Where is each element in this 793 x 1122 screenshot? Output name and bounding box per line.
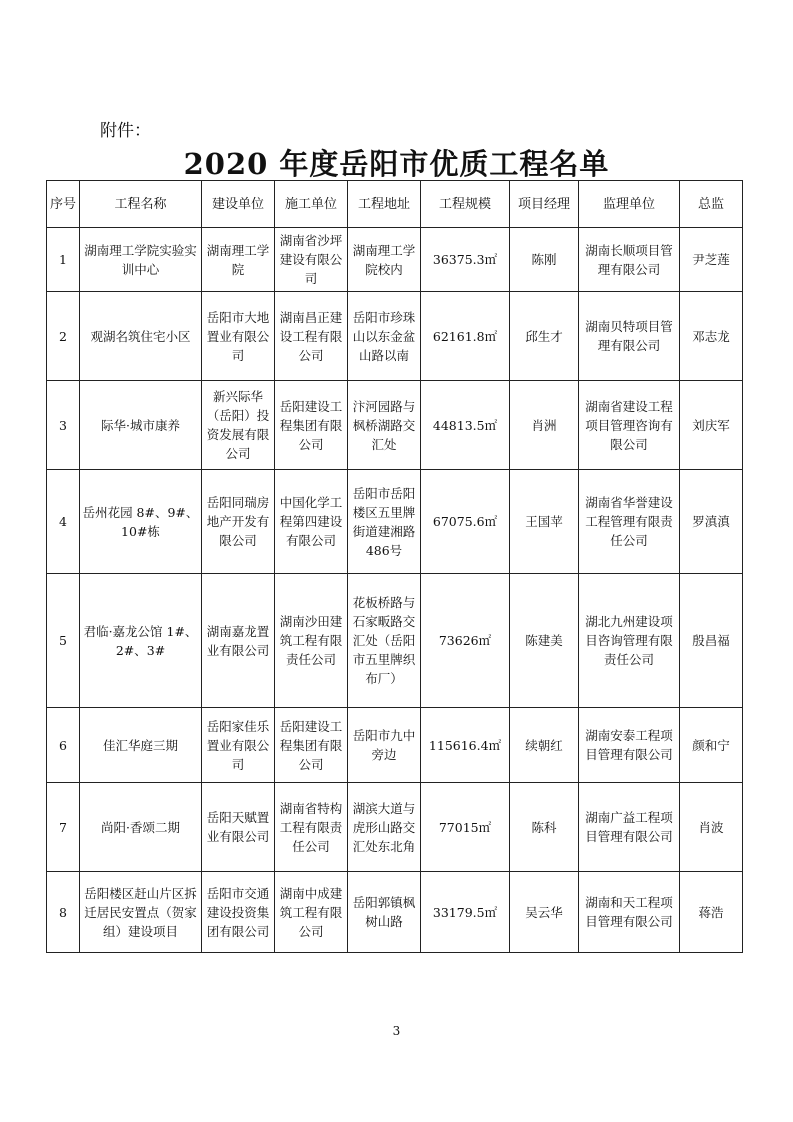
cell-developer: 岳阳同瑞房地产开发有限公司 bbox=[202, 470, 275, 574]
header-manager: 项目经理 bbox=[510, 181, 579, 228]
cell-chief-supervisor: 蒋浩 bbox=[680, 872, 743, 953]
cell-index: 7 bbox=[47, 783, 80, 872]
cell-index: 2 bbox=[47, 292, 80, 381]
cell-contractor: 湖南省沙坪建设有限公司 bbox=[275, 228, 348, 292]
cell-developer: 岳阳市交通建设投资集团有限公司 bbox=[202, 872, 275, 953]
cell-address: 湖滨大道与虎形山路交汇处东北角 bbox=[348, 783, 421, 872]
cell-scale: 33179.5㎡ bbox=[421, 872, 510, 953]
cell-chief-supervisor: 肖波 bbox=[680, 783, 743, 872]
cell-manager: 陈刚 bbox=[510, 228, 579, 292]
cell-scale: 77015㎡ bbox=[421, 783, 510, 872]
cell-scale: 62161.8㎡ bbox=[421, 292, 510, 381]
cell-manager: 肖洲 bbox=[510, 381, 579, 470]
cell-address: 岳阳市岳阳楼区五里牌街道建湘路486号 bbox=[348, 470, 421, 574]
quality-project-table bbox=[46, 180, 743, 953]
cell-contractor: 岳阳建设工程集团有限公司 bbox=[275, 381, 348, 470]
cell-supervisor-unit: 湖南长顺项目管理有限公司 bbox=[579, 228, 680, 292]
cell-developer: 湖南理工学院 bbox=[202, 228, 275, 292]
cell-developer: 岳阳家佳乐置业有限公司 bbox=[202, 708, 275, 783]
cell-contractor: 湖南沙田建筑工程有限责任公司 bbox=[275, 574, 348, 708]
table-row bbox=[47, 872, 743, 953]
cell-supervisor-unit: 湖南贝特项目管理有限公司 bbox=[579, 292, 680, 381]
table-row bbox=[47, 783, 743, 872]
cell-developer: 新兴际华（岳阳）投资发展有限公司 bbox=[202, 381, 275, 470]
cell-project-name: 君临·嘉龙公馆 1#、2#、3# bbox=[80, 574, 202, 708]
cell-chief-supervisor: 罗滇滇 bbox=[680, 470, 743, 574]
cell-contractor: 岳阳建设工程集团有限公司 bbox=[275, 708, 348, 783]
table-header-row bbox=[47, 181, 743, 228]
cell-index: 4 bbox=[47, 470, 80, 574]
cell-manager: 邱生才 bbox=[510, 292, 579, 381]
cell-project-name: 观湖名筑住宅小区 bbox=[80, 292, 202, 381]
header-project-name: 工程名称 bbox=[80, 181, 202, 228]
header-scale: 工程规模 bbox=[421, 181, 510, 228]
cell-address: 岳阳郭镇枫树山路 bbox=[348, 872, 421, 953]
page-number: 3 bbox=[392, 1024, 401, 1038]
cell-project-name: 尚阳·香颂二期 bbox=[80, 783, 202, 872]
header-address: 工程地址 bbox=[348, 181, 421, 228]
cell-supervisor-unit: 湖南安泰工程项目管理有限公司 bbox=[579, 708, 680, 783]
cell-scale: 36375.3㎡ bbox=[421, 228, 510, 292]
cell-supervisor-unit: 湖南省建设工程项目管理咨询有限公司 bbox=[579, 381, 680, 470]
header-chief-supervisor: 总监 bbox=[680, 181, 743, 228]
cell-developer: 岳阳市大地置业有限公司 bbox=[202, 292, 275, 381]
cell-address: 岳阳市珍珠山以东金盆山路以南 bbox=[348, 292, 421, 381]
table-row bbox=[47, 470, 743, 574]
cell-project-name: 佳汇华庭三期 bbox=[80, 708, 202, 783]
cell-manager: 吴云华 bbox=[510, 872, 579, 953]
table-row bbox=[47, 292, 743, 381]
table-row bbox=[47, 381, 743, 470]
cell-supervisor-unit: 湖南广益工程项目管理有限公司 bbox=[579, 783, 680, 872]
cell-scale: 67075.6㎡ bbox=[421, 470, 510, 574]
page-title: 2020 年度岳阳市优质工程名单 bbox=[183, 147, 610, 181]
cell-index: 3 bbox=[47, 381, 80, 470]
header-developer: 建设单位 bbox=[202, 181, 275, 228]
cell-chief-supervisor: 颜和宁 bbox=[680, 708, 743, 783]
cell-index: 5 bbox=[47, 574, 80, 708]
table-row bbox=[47, 708, 743, 783]
header-index: 序号 bbox=[47, 181, 80, 228]
cell-chief-supervisor: 邓志龙 bbox=[680, 292, 743, 381]
cell-developer: 湖南嘉龙置业有限公司 bbox=[202, 574, 275, 708]
cell-contractor: 中国化学工程第四建设有限公司 bbox=[275, 470, 348, 574]
cell-contractor: 湖南昌正建设工程有限公司 bbox=[275, 292, 348, 381]
header-contractor: 施工单位 bbox=[275, 181, 348, 228]
cell-index: 1 bbox=[47, 228, 80, 292]
cell-chief-supervisor: 尹芝莲 bbox=[680, 228, 743, 292]
cell-index: 6 bbox=[47, 708, 80, 783]
cell-scale: 115616.4㎡ bbox=[421, 708, 510, 783]
cell-scale: 73626㎡ bbox=[421, 574, 510, 708]
cell-address: 花板桥路与石家畈路交汇处（岳阳市五里牌织布厂） bbox=[348, 574, 421, 708]
cell-address: 汴河园路与枫桥湖路交汇处 bbox=[348, 381, 421, 470]
cell-developer: 岳阳天赋置业有限公司 bbox=[202, 783, 275, 872]
cell-address: 湖南理工学院校内 bbox=[348, 228, 421, 292]
cell-address: 岳阳市九中旁边 bbox=[348, 708, 421, 783]
cell-manager: 续朝红 bbox=[510, 708, 579, 783]
cell-chief-supervisor: 刘庆军 bbox=[680, 381, 743, 470]
cell-project-name: 岳州花园 8#、9#、10#栋 bbox=[80, 470, 202, 574]
table-row bbox=[47, 574, 743, 708]
cell-chief-supervisor: 殷昌福 bbox=[680, 574, 743, 708]
cell-contractor: 湖南中成建筑工程有限公司 bbox=[275, 872, 348, 953]
cell-supervisor-unit: 湖北九州建设项目咨询管理有限责任公司 bbox=[579, 574, 680, 708]
cell-scale: 44813.5㎡ bbox=[421, 381, 510, 470]
cell-supervisor-unit: 湖南和天工程项目管理有限公司 bbox=[579, 872, 680, 953]
header-supervisor-unit: 监理单位 bbox=[579, 181, 680, 228]
cell-supervisor-unit: 湖南省华誉建设工程管理有限责任公司 bbox=[579, 470, 680, 574]
attachment-label: 附件： bbox=[100, 121, 151, 141]
table-row bbox=[47, 228, 743, 292]
cell-contractor: 湖南省特构工程有限责任公司 bbox=[275, 783, 348, 872]
cell-manager: 陈科 bbox=[510, 783, 579, 872]
cell-manager: 陈建美 bbox=[510, 574, 579, 708]
cell-manager: 王国苹 bbox=[510, 470, 579, 574]
cell-project-name: 际华·城市康养 bbox=[80, 381, 202, 470]
cell-project-name: 湖南理工学院实验实训中心 bbox=[80, 228, 202, 292]
cell-index: 8 bbox=[47, 872, 80, 953]
cell-project-name: 岳阳楼区赶山片区拆迁居民安置点（贺家组）建设项目 bbox=[80, 872, 202, 953]
